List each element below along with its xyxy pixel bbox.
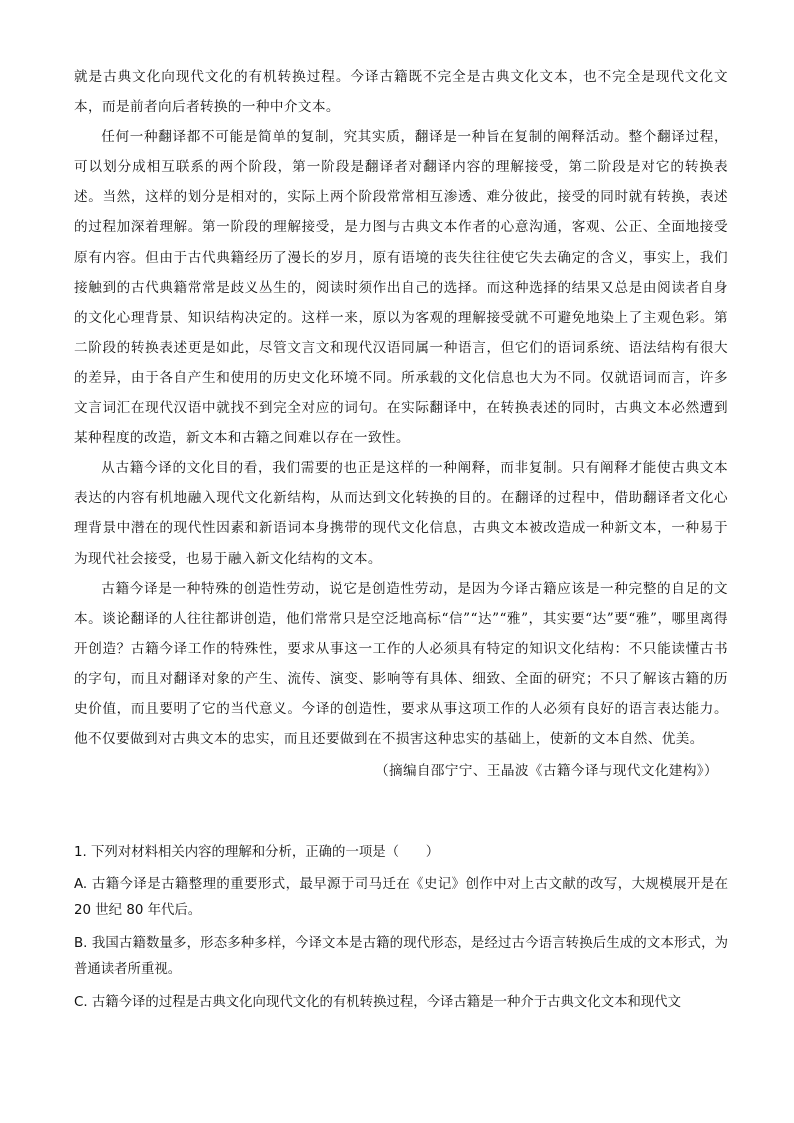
passage-paragraph-2: 任何一种翻译都不可能是简单的复制，究其实质，翻译是一种旨在复制的阐释活动。整个翻译过程，可以划分成相互联系的两个阶段，第一阶段是翻译者对翻译内容的理解接受，第二阶段是对它的转换表述。当然，这样的划分是相对的，实际上两个阶段常常相互渗透、难分彼此，接受的同时就有转换，表述的过程加深着理解。第一阶段的理解接受，是力图与古典文本作者的心意沟通，客观、公正、全面地接受原有内容。但由于古代典籍经历了漫长的岁月，原有语境的丧失往往使它失去确定的含义，事实上，我们接触到的古代典籍常常是歧义丛生的，阅读时须作出自己的选择。而这种选择的结果又总是由阅读者自身的文化心理背景、知识结构决定的。这样一来，原以为客观的理解接受就不可避免地染上了主观色彩。第二阶段的转换表述更是如此，尽管文言文和现代汉语同属一种语言，但它们的语词系统、语法结构有很大的差异，由于各自产生和使用的历史文化环境不同。所承载的文化信息也大为不同。仅就语词而言，许多文言词汇在现代汉语中就找不到完全对应的词句。在实际翻译中，在转换表述的同时，古典文本必然遭到某种程度的改造，新文本和古籍之间难以存在一致性。 bbox=[74, 129, 728, 447]
passage-paragraph-3: 从古籍今译的文化目的看，我们需要的也正是这样的一种阐释，而非复制。只有阐释才能使古典文本表达的内容有机地融入现代文化新结构，从而达到文化转换的目的。在翻译的过程中，借助翻译者文化心理背景中潜在的现代性因素和新语词本身携带的现代文化信息，古典文本被改造成一种新文本，一种易于为现代社会接受，也易于融入新文化结构的文本。 bbox=[74, 460, 728, 567]
option-c[interactable]: C. 古籍今译的过程是古典文化向现代文化的有机转换过程，今译古籍是一种介于古典文化文本和现代文 bbox=[74, 995, 682, 1010]
passage-paragraph-4: 古籍今译是一种特殊的创造性劳动，说它是创造性劳动，是因为今译古籍应该是一种完整的自足的文本。谈论翻译的人往往都讲创造，他们常常只是空泛地高标“信”“达”“雅”，其实要“达”要“雅”，哪里离得开创造？古籍今译工作的特殊性，要求从事这一工作的人必须具有特定的知识文化结构：不只能读懂古书的字句，而且对翻译对象的产生、流传、演变、影响等有具体、细致、全面的研究；不只了解该古籍的历史价值，而且要明了它的当代意义。今译的创造性，要求从事这项工作的人必须有良好的语言表达能力。他不仅要做到对古典文本的忠实，而且还要做到在不损害这种忠实的基础上，使新的文本自然、优美。 bbox=[74, 580, 728, 748]
question-section bbox=[74, 840, 728, 1023]
passage-source: （摘编自邵宁宁、王晶波《古籍今译与现代文化建构》） bbox=[374, 763, 718, 780]
reading-passage bbox=[74, 62, 728, 786]
question-1-stem: 1. 下列对材料相关内容的理解和分析，正确的一项是（ ） bbox=[74, 845, 440, 860]
passage-paragraph-1: 就是古典文化向现代文化的有机转换过程。今译古籍既不完全是古典文化文本，也不完全是现代文化文本，而是前者向后者转换的一种中介文本。 bbox=[74, 69, 728, 116]
option-b[interactable]: B. 我国古籍数量多，形态多种多样，今译文本是古籍的现代形态，是经过古今语言转换后生成的文本形式，为普通读者所重视。 bbox=[74, 936, 728, 977]
option-a[interactable]: A. 古籍今译是古籍整理的重要形式，最早源于司马迁在《史记》创作中对上古文献的改写，大规模展开是在 20 世纪 80 年代后。 bbox=[74, 877, 728, 918]
